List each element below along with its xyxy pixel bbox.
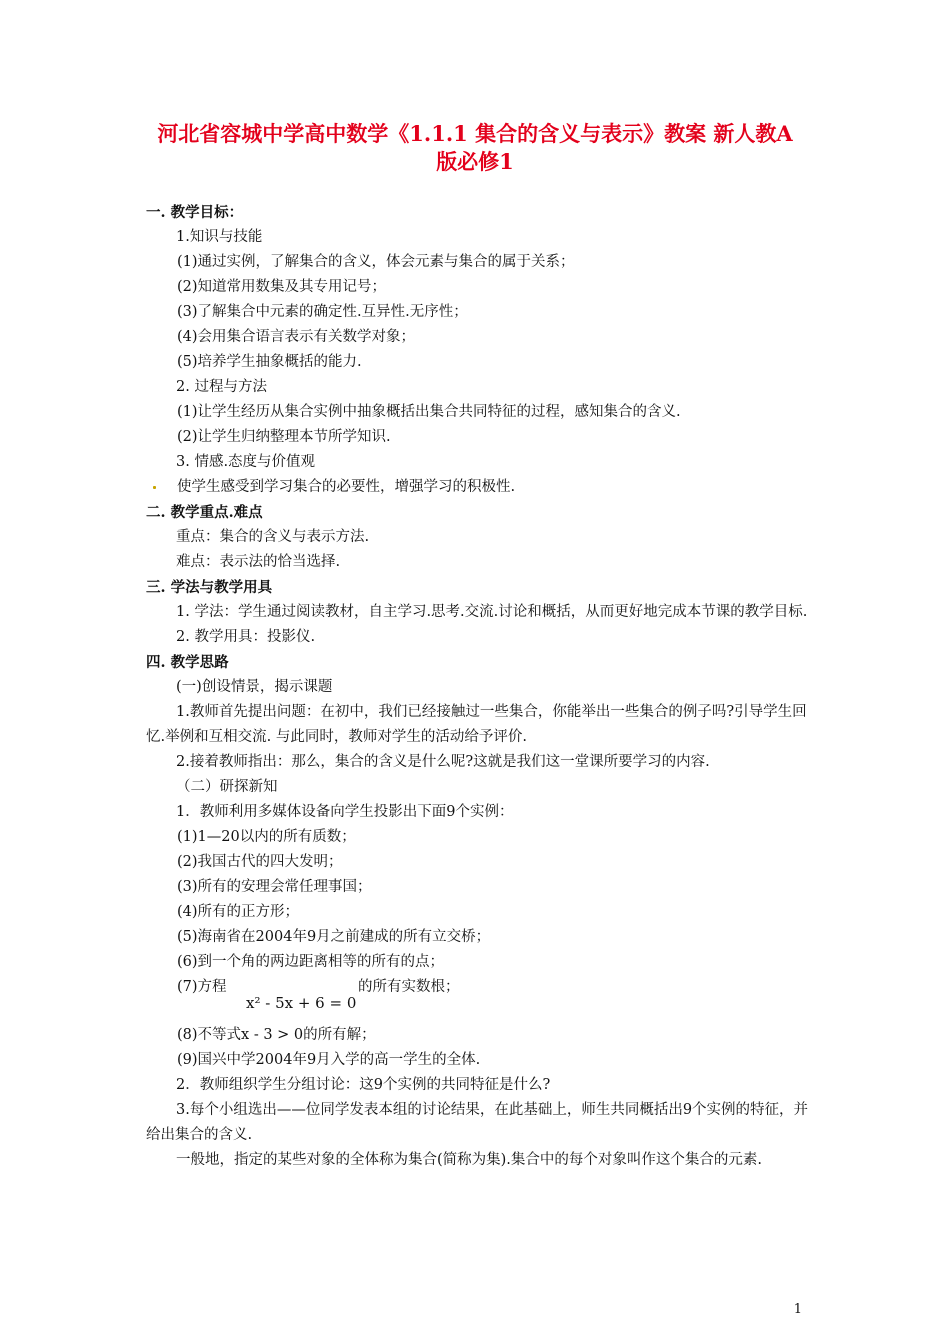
example-item: (1)1—20以内的所有质数； xyxy=(177,829,356,845)
paragraph: 3.每个小组选出——位同学发表本组的讨论结果，在此基础上，师生共同概括出9个实例的特征，并给出集合的含义. xyxy=(146,1102,809,1143)
paragraph: 一般地，指定的某些对象的全体称为集合(简称为集).集合中的每个对象叫作这个集合的元素. xyxy=(176,1152,763,1168)
list-item: (2)让学生归纳整理本节所学知识. xyxy=(177,429,391,445)
example-8-tail: 的所有解； xyxy=(303,1027,376,1043)
example-item: (3)所有的安理会常任理事国； xyxy=(177,879,372,895)
document-title xyxy=(120,120,830,176)
section-4-heading: 四. 教学思路 xyxy=(146,654,229,671)
example-item: (2)我国古代的四大发明； xyxy=(177,854,343,870)
process-method-title: 2. 过程与方法 xyxy=(176,379,267,395)
list-item: (1)让学生经历从集合实例中抽象概括出集合共同特征的过程，感知集合的含义. xyxy=(177,404,681,420)
paragraph: 1.教师首先提出问题：在初中，我们已经接触过一些集合，你能举出一些集合的例子吗?引导学生回忆.举例和互相交流. 与此同时，教师对学生的活动给予评价. xyxy=(146,704,807,745)
part-2-title: （二）研探新知 xyxy=(176,779,278,795)
paragraph: 1．教师利用多媒体设备向学生投影出下面9个实例： xyxy=(176,804,514,820)
example-item: (6)到一个角的两边距离相等的所有的点； xyxy=(177,954,445,970)
title-line-2: 版必修1 xyxy=(436,149,514,174)
section-2-heading: 二. 教学重点.难点 xyxy=(146,504,263,521)
example-item: (4)所有的正方形； xyxy=(177,904,300,920)
list-item: (5)培养学生抽象概括的能力. xyxy=(177,354,362,370)
paragraph: 2.接着教师指出：那么，集合的含义是什么呢?这就是我们这一堂课所要学习的内容. xyxy=(176,754,710,770)
example-7-label: (7)方程 xyxy=(177,979,227,995)
key-point: 重点：集合的含义与表示方法. xyxy=(176,529,370,545)
learning-method: 1. 学法：学生通过阅读教材，自主学习.思考.交流.讨论和概括，从而更好地完成本节课的教学目标. xyxy=(176,604,808,620)
example-7-tail: 的所有实数根； xyxy=(358,979,460,995)
example-8-label: (8)不等式 xyxy=(177,1027,242,1043)
page-number: 1 xyxy=(793,1302,802,1317)
paragraph: 2．教师组织学生分组讨论：这9个实例的共同特征是什么? xyxy=(176,1077,551,1093)
inequality: x - 3 > 0 xyxy=(241,1027,304,1043)
emotion-text xyxy=(146,475,810,500)
emotion-text-content: 使学生感受到学习集合的必要性，增强学习的积极性. xyxy=(177,479,516,495)
emotion-title: 3. 情感.态度与价值观 xyxy=(176,454,316,470)
example-item: (5)海南省在2004年9月之前建成的所有立交桥； xyxy=(177,929,491,945)
knowledge-skills-title: 1.知识与技能 xyxy=(176,229,263,245)
section-1-heading: 一. 教学目标： xyxy=(146,204,244,221)
section-3-heading: 三. 学法与教学用具 xyxy=(146,579,273,596)
example-item: (9)国兴中学2004年9月入学的高一学生的全体. xyxy=(177,1052,481,1068)
title-line-1: 河北省容城中学高中数学《1.1.1 集合的含义与表示》教案 新人教A xyxy=(157,121,793,146)
list-item: (3)了解集合中元素的确定性.互异性.无序性； xyxy=(177,304,468,320)
difficult-point: 难点：表示法的恰当选择. xyxy=(176,554,341,570)
example-item-8 xyxy=(146,1023,810,1048)
equation: x² - 5x + 6 = 0 xyxy=(246,994,357,1012)
list-item: (2)知道常用数集及其专用记号； xyxy=(177,279,387,295)
list-item: (1)通过实例，了解集合的含义，体会元素与集合的属于关系； xyxy=(177,254,575,270)
teaching-tools: 2. 教学用具：投影仪. xyxy=(176,629,316,645)
list-item: (4)会用集合语言表示有关数学对象； xyxy=(177,329,416,345)
example-item-7 xyxy=(146,975,810,1017)
document-body xyxy=(146,200,810,1173)
stray-mark xyxy=(153,486,156,489)
part-1-title: (一)创设情景，揭示课题 xyxy=(176,679,333,695)
